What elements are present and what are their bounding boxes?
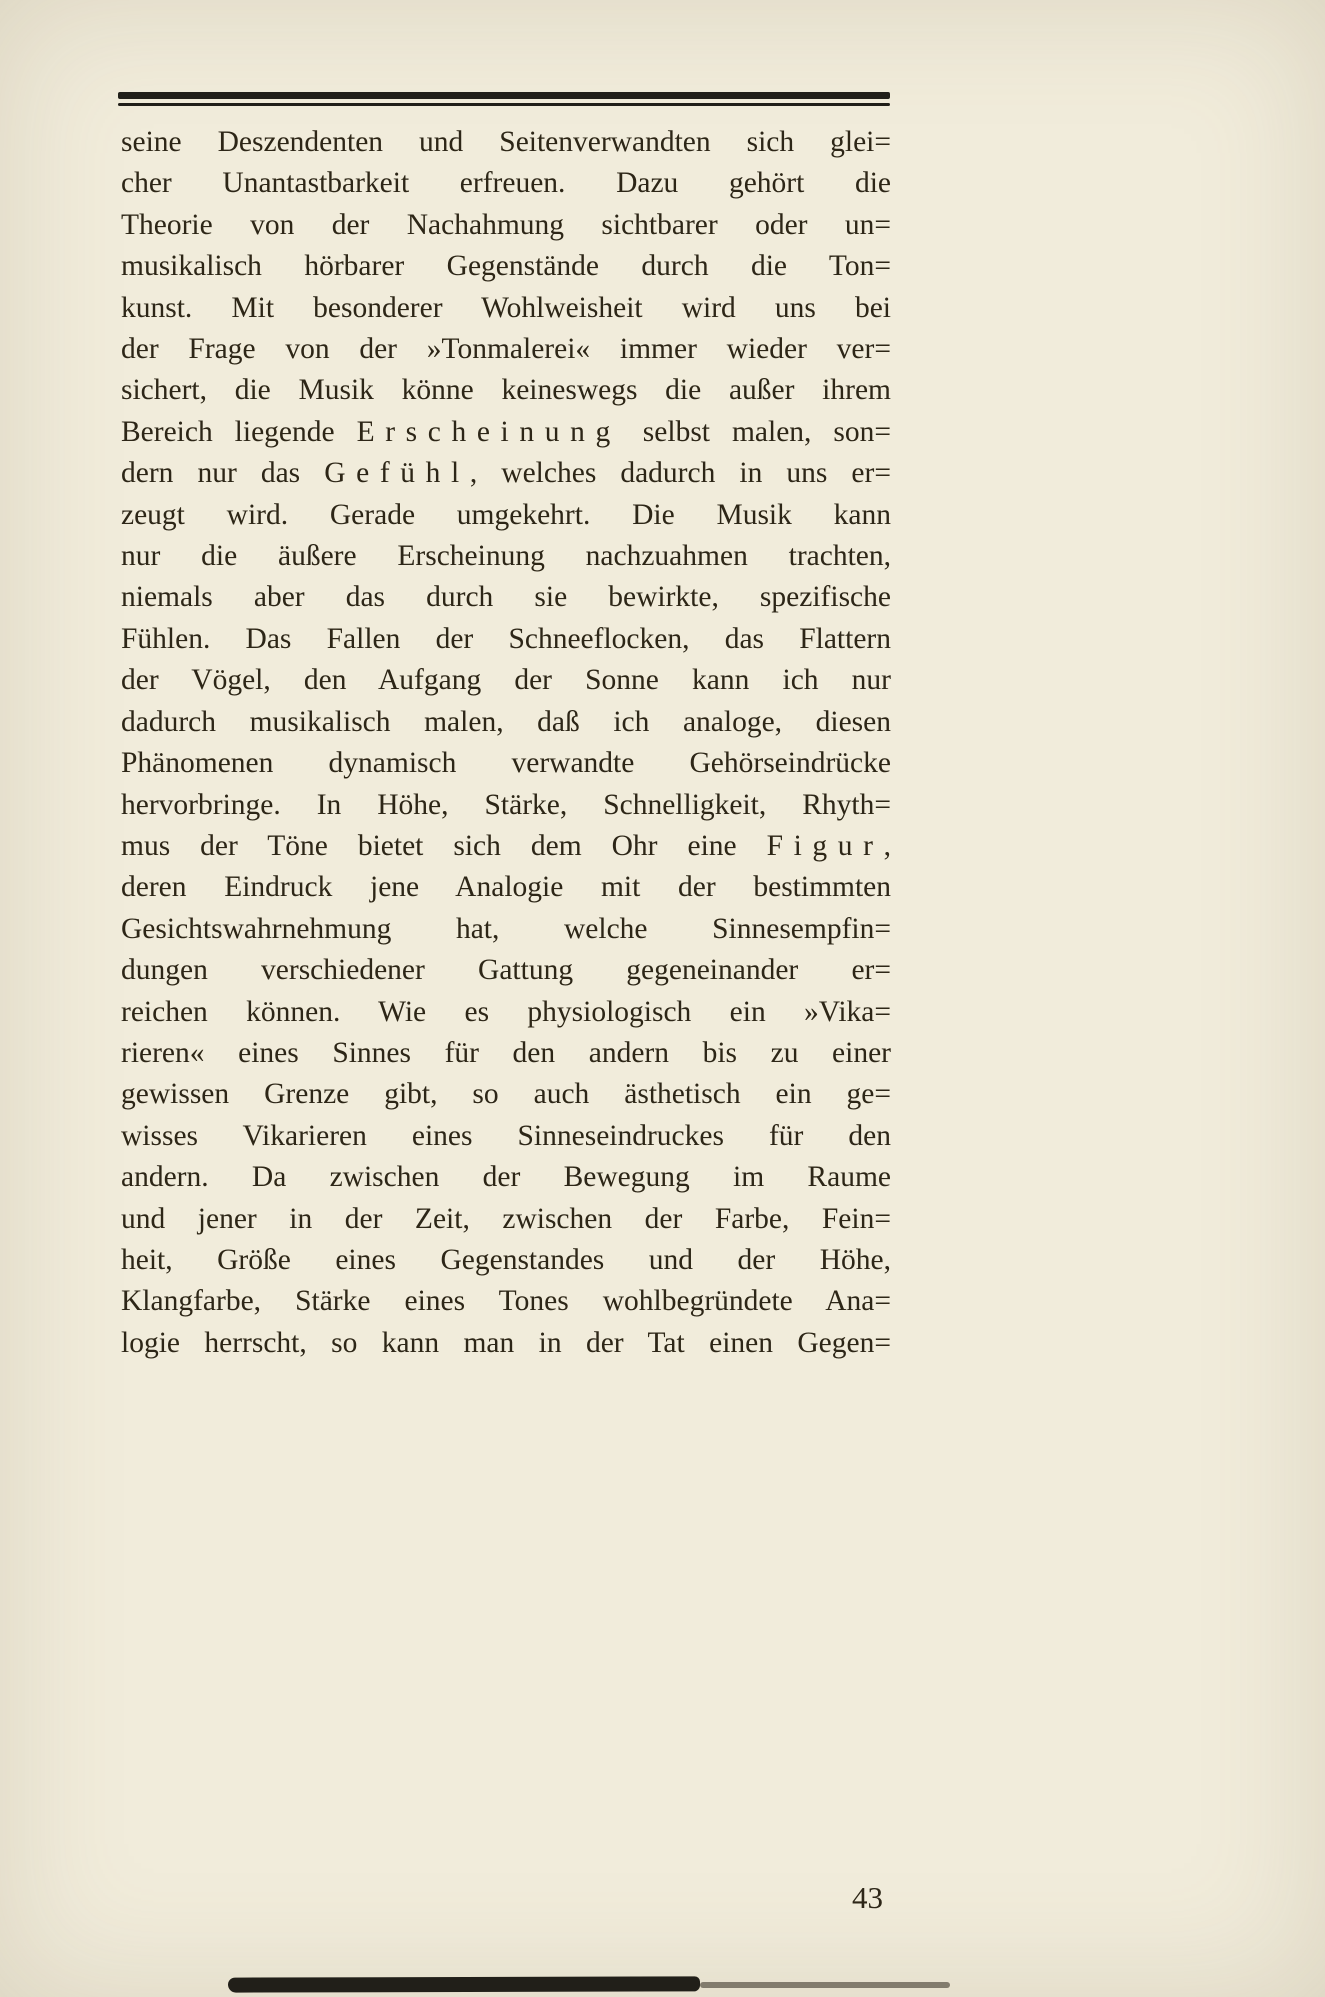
text-segment: dadurch musikalisch malen, daß ich analoge, diesen	[121, 705, 891, 738]
text-segment: dungen verschiedener Gattung gegeneinander er=	[121, 954, 891, 987]
text-line	[121, 702, 891, 743]
text-line	[121, 536, 891, 577]
text-line	[121, 122, 891, 163]
text-line	[121, 785, 891, 826]
text-segment: seine Deszendenten und Seitenverwandten sich glei=	[121, 126, 891, 158]
text-segment: dern nur das	[121, 457, 325, 490]
text-segment: ,	[883, 829, 891, 862]
text-segment: niemals aber das durch sie bewirkte, spezifische	[121, 581, 891, 614]
text-segment: andern. Da zwischen der Bewegung im Raume	[121, 1161, 891, 1194]
text-line	[121, 1323, 891, 1364]
text-segment: der Frage von der »Tonmalerei« immer wieder ver=	[121, 333, 891, 366]
text-line	[121, 743, 891, 784]
text-segment: Gesichtswahrnehmung hat, welche Sinnesempfin=	[121, 912, 891, 945]
text-segment: zeugt wird. Gerade umgekehrt. Die Musik kann	[121, 498, 891, 531]
text-segment: Fühlen. Das Fallen der Schneeflocken, das Flattern	[121, 622, 891, 655]
page-number: 43	[852, 1880, 883, 1915]
text-segment: und jener in der Zeit, zwischen der Farbe, Fein=	[121, 1202, 891, 1235]
text-segment: heit, Größe eines Gegenstandes und der Höhe,	[121, 1243, 891, 1276]
text-segment: rieren« eines Sinnes für den andern bis zu einer	[121, 1036, 891, 1069]
text-line	[121, 370, 891, 411]
text-line	[121, 412, 891, 453]
text-line	[121, 826, 891, 867]
text-segment: Klangfarbe, Stärke eines Tones wohlbegründete Ana=	[121, 1285, 891, 1318]
text-segment: der Vögel, den Aufgang der Sonne kann ich nur	[121, 664, 891, 697]
text-line	[121, 329, 891, 370]
text-line	[121, 453, 891, 494]
text-line	[121, 619, 891, 660]
text-line	[121, 577, 891, 618]
emphasized-text: Figur	[766, 829, 884, 862]
text-segment: reichen können. Wie es physiologisch ein »Vika=	[121, 995, 891, 1028]
text-segment: gewissen Grenze gibt, so auch ästhetisch ein ge=	[121, 1078, 891, 1111]
text-segment: logie herrscht, so kann man in der Tat einen Gegen=	[121, 1326, 891, 1359]
text-line	[121, 163, 891, 204]
text-segment: mus der Töne bietet sich dem Ohr eine	[121, 829, 767, 862]
text-line	[121, 660, 891, 701]
text-segment: wisses Vikarieren eines Sinneseindruckes für den	[121, 1119, 891, 1152]
text-line	[121, 1074, 891, 1115]
text-segment: Bereich liegende	[121, 415, 357, 448]
text-segment: kunst. Mit besonderer Wohlweisheit wird uns bei	[121, 291, 891, 324]
top-double-rule	[118, 92, 890, 106]
scan-edge-artifact	[228, 1976, 700, 1992]
text-line	[121, 950, 891, 991]
text-line	[121, 205, 891, 246]
text-segment: nur die äußere Erscheinung nachzuahmen trachten,	[121, 540, 891, 573]
text-line	[121, 246, 891, 287]
text-line	[121, 1281, 891, 1322]
text-segment: , welches dadurch in uns er=	[469, 457, 891, 490]
emphasized-text: Erscheinung	[356, 415, 621, 448]
text-segment: sichert, die Musik könne keineswegs die außer ihrem	[121, 374, 891, 407]
body-text	[121, 122, 891, 1364]
text-segment: Phänomenen dynamisch verwandte Gehörseindrücke	[121, 747, 891, 780]
text-line	[121, 1116, 891, 1157]
text-segment: Theorie von der Nachahmung sichtbarer oder un=	[121, 208, 891, 241]
text-segment: selbst malen, son=	[620, 415, 891, 448]
top-rule-thick	[118, 92, 890, 99]
text-line	[121, 1157, 891, 1198]
text-line	[121, 288, 891, 329]
text-segment: hervorbringe. In Höhe, Stärke, Schnelligkeit, Rhyth=	[121, 788, 891, 821]
emphasized-text: Gefühl	[324, 457, 470, 490]
text-line	[121, 1240, 891, 1281]
top-rule-thin	[118, 103, 890, 106]
text-line	[121, 992, 891, 1033]
text-segment: deren Eindruck jene Analogie mit der bestimmten	[121, 871, 891, 904]
text-line	[121, 909, 891, 950]
text-line	[121, 495, 891, 536]
text-line	[121, 867, 891, 908]
scan-edge-artifact-faint	[700, 1982, 950, 1988]
text-segment: cher Unantastbarkeit erfreuen. Dazu gehört die	[121, 167, 891, 200]
text-segment: musikalisch hörbarer Gegenstände durch die Ton=	[121, 250, 891, 283]
text-line	[121, 1199, 891, 1240]
text-line	[121, 1033, 891, 1074]
